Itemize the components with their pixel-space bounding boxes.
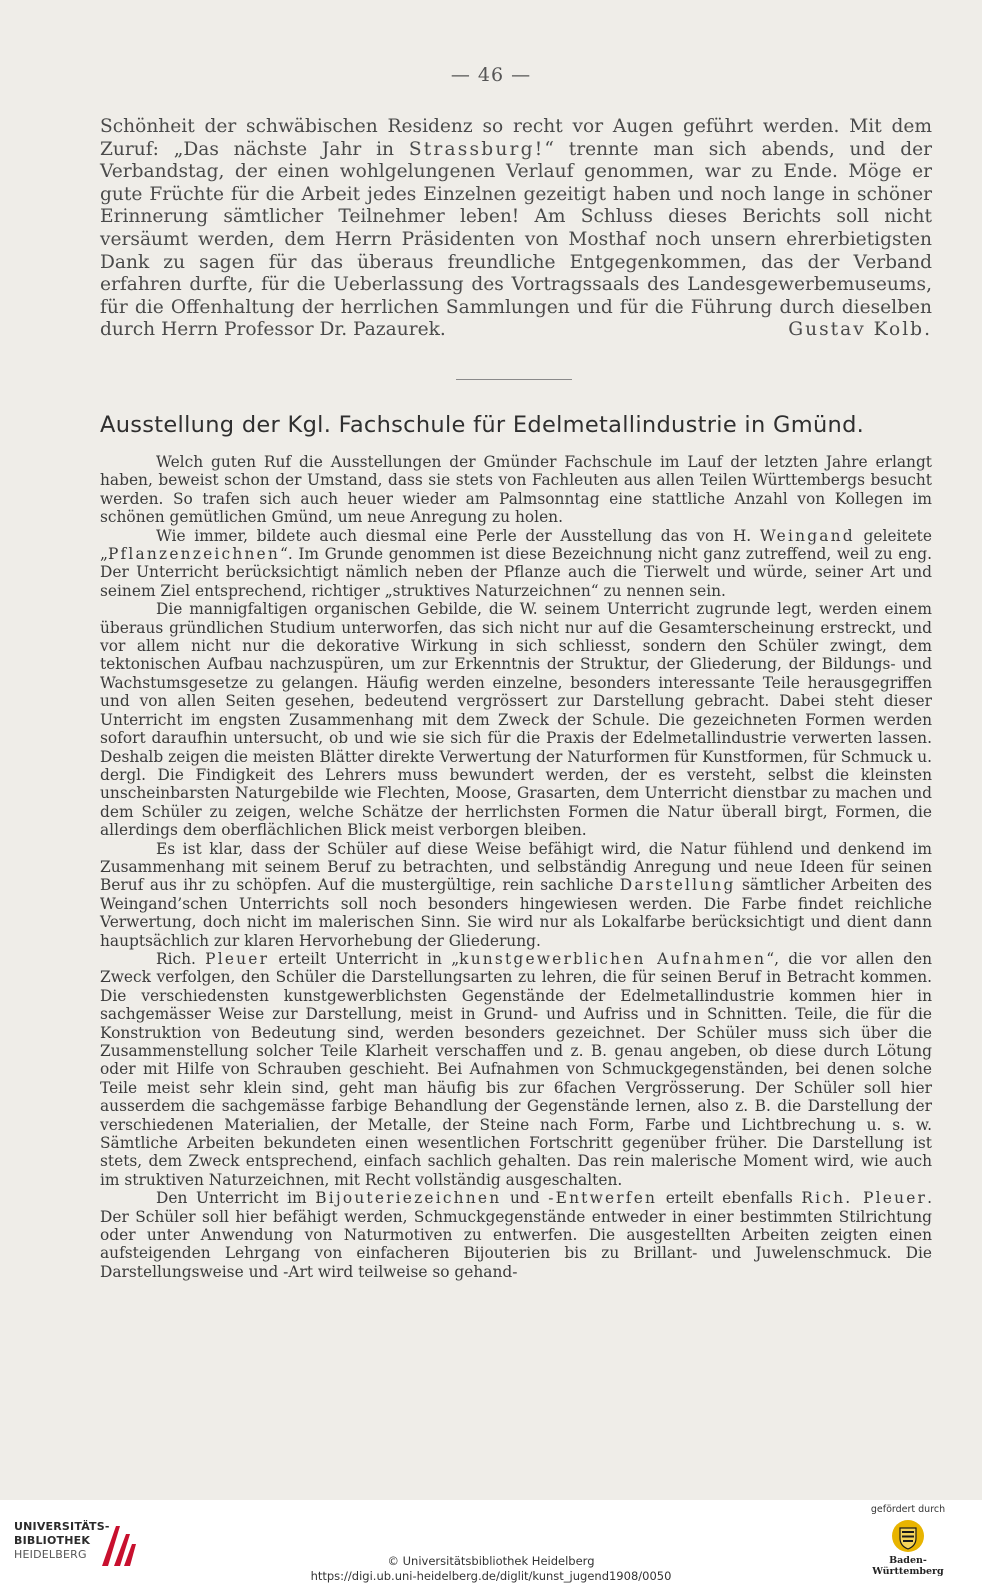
paragraph-text: sämtlicher Arbeiten des Weingand’schen Unterrichts soll noch besonders hingewiesen werden. Die Farbe findet reichliche Verwertung, doch nicht im malerischen Sinn. Sie wird nur als Lokalfarbe berücksichtigt und dient dann hauptsächlich zur klaren Hervorhebung der Gliederung. [100, 876, 932, 950]
paragraph-text: geleitete „ [100, 526, 932, 564]
spaced-term: Pflanzenzeichnen [107, 545, 280, 564]
paragraph-text: Es ist klar, dass der Schüler auf diese Weise befähigt wird, die Natur fühlend und denkend im Zusammenhang mit seinem Beruf zu betrachten, und selbständig Anregung und neue Ideen für seinen Beruf aus ihr zu schöpfen. Auf die mustergültige, rein sachliche [100, 839, 932, 895]
author-signature: Gustav Kolb. [788, 319, 932, 341]
intro-text: Schönheit der schwäbischen Residenz so recht vor Augen geführt werden. Mit dem Zuruf: „Das nächste Jahr in [100, 116, 932, 160]
article-heading: Ausstellung der Kgl. Fachschule für Edelmetallindustrie in Gmünd. [100, 412, 865, 438]
spaced-term: Darstellung [619, 876, 736, 895]
paragraph-text: Rich. [156, 949, 206, 968]
copyright-text: © Universitätsbibliothek Heidelberg [387, 1554, 595, 1568]
paragraph-5 [100, 950, 932, 1189]
state-crest-icon [891, 1519, 925, 1553]
library-name-line3: HEIDELBERG [14, 1548, 87, 1561]
intro-paragraph [100, 116, 932, 342]
paragraph-text: erteilt Unterricht in „ [269, 949, 460, 968]
spaced-name: Weingand [759, 526, 855, 545]
spaced-name: Rich. Pleuer [801, 1189, 928, 1208]
paragraph-text: Wie immer, bildete auch diesmal eine Perle der Ausstellung das von H. [156, 526, 760, 545]
paragraph-text: . Der Schüler soll hier befähigt werden, Schmuckgegenstände entweder in einer bestimmten Stilrichtung oder unter Anwendung von Naturmotiven zu entwerfen. Die ausgestellten Arbeiten zeigten einen aufsteigenden Lehrgang von einfacheren Bijouterien bis zu Brillant- und Juwelenschmuck. Die Darstellungsweise und -Art wird teilweise so gehand- [100, 1189, 932, 1281]
paragraph-6 [100, 1189, 932, 1281]
spaced-term: kunstgewerblichen Aufnahmen [459, 949, 767, 968]
paragraph-text: Welch guten Ruf die Ausstellungen der Gmünder Fachschule im Lauf der letzten Jahre erlangt haben, beweist schon der Umstand, dass sie stets von Fachleuten aus allen Teilen Württembergs besucht werden. So trafen sich auch heuer wieder am Palmsonntag eine stattliche Anzahl von Kollegen im schönen gemütlichen Gmünd, um neue Anregung zu holen. [100, 453, 932, 527]
permalink-url[interactable]: https://digi.ub.uni-heidelberg.de/diglit/kunst_jugend1908/0050 [310, 1569, 672, 1583]
article-body [100, 453, 932, 1281]
page-number: — 46 — [450, 64, 532, 86]
copyright-block [0, 1554, 982, 1584]
spaced-name: Pleuer [205, 949, 270, 968]
intro-spaced-text: Strassburg! [408, 138, 545, 160]
section-divider [456, 379, 572, 380]
library-name-line2: BIBLIOTHEK [14, 1534, 91, 1547]
paragraph-4 [100, 840, 932, 950]
paragraph-text: und [501, 1189, 549, 1208]
paragraph-text: Die mannigfaltigen organischen Gebilde, die W. seinem Unterricht zugrunde legt, werden einem überaus gründlichen Studium unterworfen, das sich nicht nur auf die Gesamterscheinung erstreckt, und vor allem nicht nur die dekorative Wirkung in sich schliesst, sondern den Schüler zwingt, dem tektonischen Aufbau nachzuspüren, um zur Erkenntnis der Struktur, der Gliederung, der Bildungs- und Wachstumsgesetze zu gelangen. Häufig werden einzelne, besonders interessante Teile herausgegriffen und von allen Seiten gesehen, bedeutend vergrössert zur Darstellung gebracht. Dabei steht dieser Unterricht im engsten Zusammenhang mit dem Zweck der Schule. Die gezeichneten Formen werden sofort daraufhin untersucht, ob und wie sie sich für die Praxis der Edelmetallindustrie verwerten lassen. Deshalb zeigen die meisten Blätter direkte Verwertung der Naturformen für Kunstformen, für Schmuck u. dergl. Die Findigkeit des Lehrers muss bewundert werden, der es versteht, selbst die kleinsten unscheinbarsten Naturgebilde wie Flechten, Moose, Grasarten, dem Unterricht dienstbar zu machen und dem Schüler zu zeigen, welche Schätze der herrlichsten Formen die Natur überall birgt, Formen, die allerdings dem oberflächlichen Blick meist verborgen bleiben. [100, 600, 932, 840]
paragraph-2 [100, 527, 932, 601]
paragraph-text: erteilt ebenfalls [657, 1189, 802, 1208]
sponsor-name: Baden-Württemberg [872, 1555, 944, 1577]
intro-text-continued: “ trennte man sich abends, und der Verbandstag, der einen wohlgelungenen Verlauf genommen, war zu Ende. Möge er gute Früchte für die Arbeit jedes Einzelnen gezeitigt haben und noch lange in schöner Erinnerung sämtlicher Teilnehmer leben! Am Schluss dieses Berichts soll nicht versäumt werden, dem Herrn Präsidenten von Mosthaf noch unsern ehrerbietigsten Dank zu sagen für das überaus freundliche Entgegenkommen, das der Verband erfahren durfte, für die Ueberlassung des Vortragssaals des Landesgewerbemuseums, für die Offenhaltung der herrlichen Sammlungen und für die Führung durch dieselben durch Herrn Professor Dr. Pazaurek. [100, 138, 932, 341]
viewer-footer [0, 1500, 982, 1586]
paragraph-3 [100, 600, 932, 839]
paragraph-text: “. Im Grunde genommen ist diese Bezeichnung nicht ganz zutreffend, weil zu eng. Der Unterricht berücksichtigt nämlich neben der Pflanze auch die Tierwelt und würde, seiner Art und seinem Ziel entsprechend, richtiger „struktives Naturzeichnen“ zu nennen sein. [100, 545, 932, 600]
spaced-term: Bijouteriezeichnen [315, 1189, 502, 1208]
sponsor-block[interactable] [858, 1504, 958, 1577]
paragraph-text: “, die vor allen den Zweck verfolgen, den Schüler die Darstellungsarten zu lehren, die für seinen Beruf in Betracht kommen. Die verschiedensten kunstgewerblichsten Gegenstände der Edelmetallindustrie kommen hier in sachgemässer Weise zur Darstellung, meist in Grund- und Aufriss und in Schnitten. Teile, die für die Konstruktion von Bedeutung sind, werden besonders gezeichnet. Der Schüler muss sich über die Zusammenstellung solcher Teile Klarheit verschaffen und z. B. genau angeben, ob diese durch Lötung oder mit Hilfe von Schrauben geschieht. Bei Aufnahmen von Schmuckgegenständen, bei denen solche Teile meist sehr klein sind, geht man häufig bis zur 6fachen Vergrösserung. Der Schüler soll hier ausserdem die sachgemässe farbige Behandlung der Gegenstände lernen, also z. B. die Darstellung der verschiedenen Materialien, der Metalle, der Steine nach Form, Farbe und Lichtbrechung u. s. w. Sämtliche Arbeiten bekundeten einen wesentlichen Fortschritt gegenüber früher. Die Darstellung ist stets, dem Zweck entsprechend, einfach sachlich gehalten. Das rein malerische Moment wird, wie auch im struktiven Naturzeichnen, mit Recht vollständig ausgeschalten. [100, 949, 932, 1189]
sponsor-label: gefördert durch [870, 1504, 946, 1515]
paragraph-text: Den Unterricht im [156, 1189, 316, 1208]
library-name-line1: UNIVERSITÄTS- [14, 1520, 110, 1533]
spaced-term: -Entwerfen [548, 1189, 658, 1208]
paragraph-1 [100, 453, 932, 527]
